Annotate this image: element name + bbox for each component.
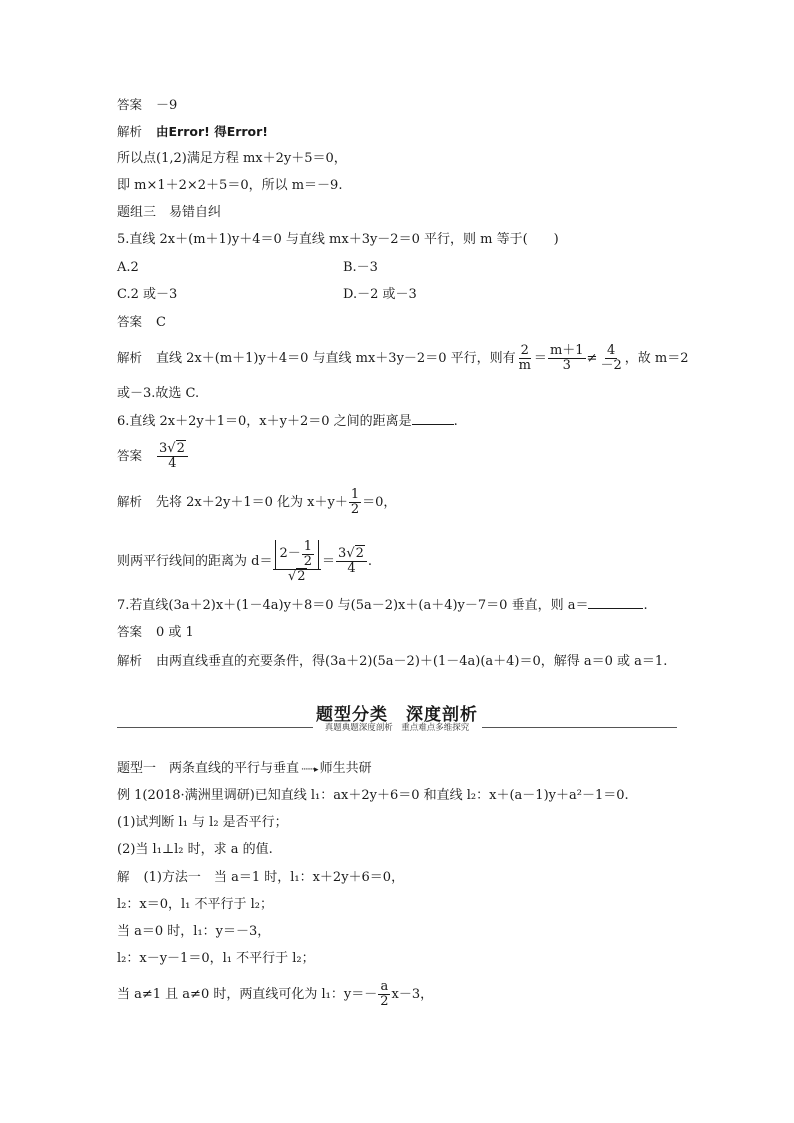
answer-blank — [412, 412, 454, 425]
answer-label: 答案 — [117, 97, 143, 112]
type-tag: 师生共研 — [319, 761, 372, 776]
solution-label: 解 — [117, 869, 130, 884]
answer-value: 0 或 1 — [156, 625, 194, 640]
answer-blank — [588, 596, 643, 609]
arrow-icon: ·······▸ — [301, 765, 318, 775]
option-b: B.－3 — [343, 260, 378, 275]
option-d: D.－2 或－3 — [343, 287, 417, 302]
answer-label: 答案 — [117, 448, 143, 463]
option-a: A.2 — [117, 260, 139, 275]
text-line: 当 a≠1 且 a≠0 时，两直线可化为 l₁：y＝－ $\frac{a}{2}$ x－3， — [117, 979, 434, 1009]
section-subtitle: 真题典题深度剖析 重点难点多维探究 — [324, 723, 470, 733]
analysis-label: 解析 — [117, 653, 143, 668]
analysis-label: 解析 — [117, 350, 143, 365]
answer-label: 答案 — [117, 314, 143, 329]
answer-line — [117, 313, 166, 332]
question-5-stem: 5.直线 2x＋(m＋1)y＋4＝0 与直线 mx＋3y－2＝0 平行，则 m 等于( ) — [117, 232, 559, 247]
analysis-line: 解析 先将 2x＋2y＋1＝0 化为 x＋y＋ $\frac{1}{2}$ ＝0， — [117, 487, 397, 517]
text-line: 当 a＝0 时，l₁：y＝－3， — [117, 924, 271, 939]
question-7-stem: 7.若直线(3a＋2)x＋(1－4a)y＋8＝0 与(5a－2)x＋(a＋4)y－7＝0 垂直，则 a＝ . — [117, 598, 648, 613]
option-c: C.2 或－3 — [117, 287, 178, 302]
fraction: $\frac{1}{2}$ — [350, 487, 360, 517]
analysis-line: 解析 直线 2x＋(m＋1)y＋4＝0 与直线 mx＋3y－2＝0 平行，则有 $\frac{2}{m}$ ＝ $\frac{m+1}{3}$ ≠ $\frac{4}{-2}$ ，故 m＝2 — [117, 343, 689, 373]
analysis-text: 由Error! 得Error! — [156, 124, 269, 139]
analysis-text: 直线 2x＋(m＋1)y＋4＝0 与直线 mx＋3y－2＝0 平行，则有 — [156, 351, 516, 366]
fraction: 2－ $\frac{1}{2}$ √2 — [273, 540, 321, 584]
answer-line — [117, 436, 189, 477]
distance-formula: 则两平行线间的距离为 d＝ 2－ $\frac{1}{2}$ √2 ＝ $\frac{3√2}{4}$ . — [117, 538, 373, 584]
text-line: 即 m×1＋2×2＋5＝0，所以 m＝－9. — [117, 178, 343, 193]
type-heading — [117, 760, 372, 779]
analysis-line — [117, 123, 268, 142]
answer-value: C — [156, 315, 166, 330]
fraction: $\frac{2}{m}$ — [518, 343, 531, 373]
question-6-stem: 6.直线 2x＋2y＋1＝0，x＋y＋2＝0 之间的距离是 . — [117, 414, 458, 429]
type-title: 题型一 两条直线的平行与垂直 — [117, 761, 300, 776]
fraction: $\frac{m+1}{3}$ — [549, 343, 584, 373]
text-line: l₂：x－y－1＝0，l₁ 不平行于 l₂； — [117, 951, 315, 966]
fraction: $\frac{3√2}{4}$ — [336, 547, 367, 576]
answer-label: 答案 — [117, 624, 143, 639]
example-stem: 例 1(2018·满洲里调研)已知直线 l₁：ax＋2y＋6＝0 和直线 l₂：x＋(a－1)y＋a²－1＝0. — [117, 788, 629, 803]
fraction: $\frac{4}{-2}$ — [600, 343, 622, 373]
analysis-text: 由两直线垂直的充要条件，得(3a＋2)(5a－2)＋(1－4a)(a＋4)＝0，解得 a＝0 或 a＝1. — [156, 654, 668, 669]
analysis-label: 解析 — [117, 124, 143, 139]
answer-fraction: $\frac{3√2}{4}$ — [157, 442, 188, 471]
text-line: l₂：x＝0，l₁ 不平行于 l₂； — [117, 897, 273, 912]
example-question: (2)当 l₁⊥l₂ 时，求 a 的值. — [117, 842, 273, 857]
answer-line — [117, 623, 194, 642]
fraction: $\frac{a}{2}$ — [380, 979, 389, 1009]
group-heading: 题组三 易错自纠 — [117, 205, 222, 220]
analysis-label: 解析 — [117, 494, 143, 509]
text-line: 或－3.故选 C. — [117, 386, 200, 401]
analysis-line — [117, 652, 667, 671]
solution-line: 解 (1)方法一 当 a＝1 时，l₁：x＋2y＋6＝0， — [117, 869, 405, 885]
example-question: (1)试判断 l₁ 与 l₂ 是否平行； — [117, 815, 288, 830]
answer-line — [117, 96, 177, 115]
answer-value: －9 — [156, 98, 178, 113]
text-line: 所以点(1,2)满足方程 mx＋2y＋5＝0， — [117, 151, 347, 166]
section-title: 题型分类 深度剖析 — [316, 705, 478, 725]
